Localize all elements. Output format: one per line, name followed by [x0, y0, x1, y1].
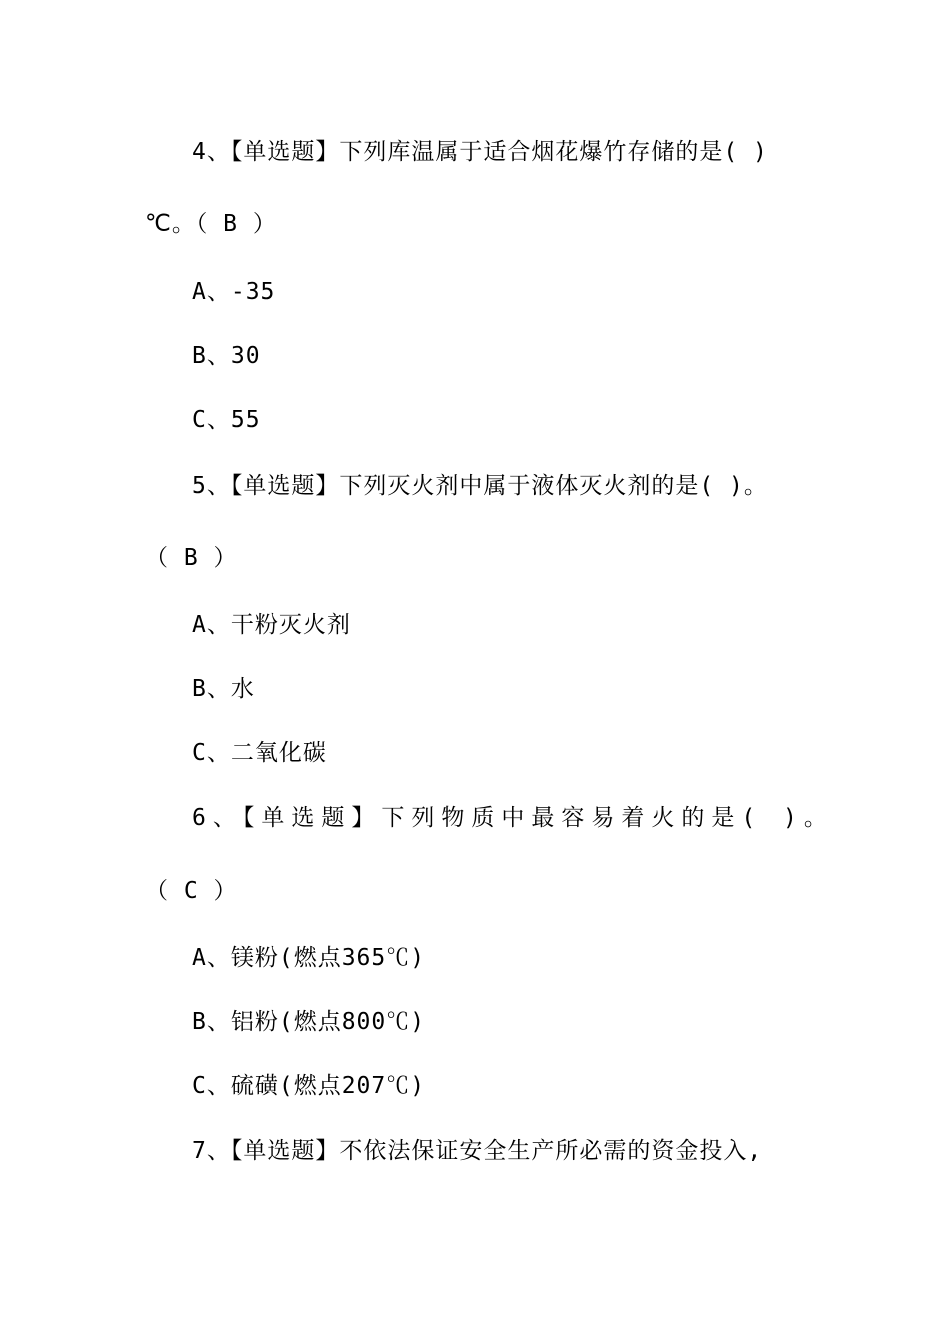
question-5-option-b: B、水 — [192, 676, 255, 702]
question-5-option-a: A、干粉灭火剂 — [192, 612, 351, 638]
question-4-option-a: A、-35 — [192, 279, 276, 305]
question-5-option-c: C、二氧化碳 — [192, 740, 327, 766]
question-5-stem: 5、【单选题】下列灭火剂中属于液体灭火剂的是( )。 — [192, 473, 768, 499]
question-6-answer: （ C ） — [145, 878, 238, 904]
question-6-option-b: B、铝粉(燃点800℃) — [192, 1009, 426, 1035]
question-6-option-c: C、硫磺(燃点207℃) — [192, 1073, 426, 1099]
question-7-stem: 7、【单选题】不依法保证安全生产所必需的资金投入, — [192, 1138, 763, 1164]
question-6-option-a: A、镁粉(燃点365℃) — [192, 945, 426, 971]
question-4-stem: 4、【单选题】下列库温属于适合烟花爆竹存储的是( ) — [192, 139, 768, 165]
question-4-answer: ℃。（ B ） — [145, 211, 277, 237]
question-5-answer: （ B ） — [145, 545, 238, 571]
question-6-stem: 6、【单选题】下列物质中最容易着火的是( )。 — [192, 805, 834, 831]
question-4-option-c: C、55 — [192, 407, 261, 433]
question-4-option-b: B、30 — [192, 343, 261, 369]
